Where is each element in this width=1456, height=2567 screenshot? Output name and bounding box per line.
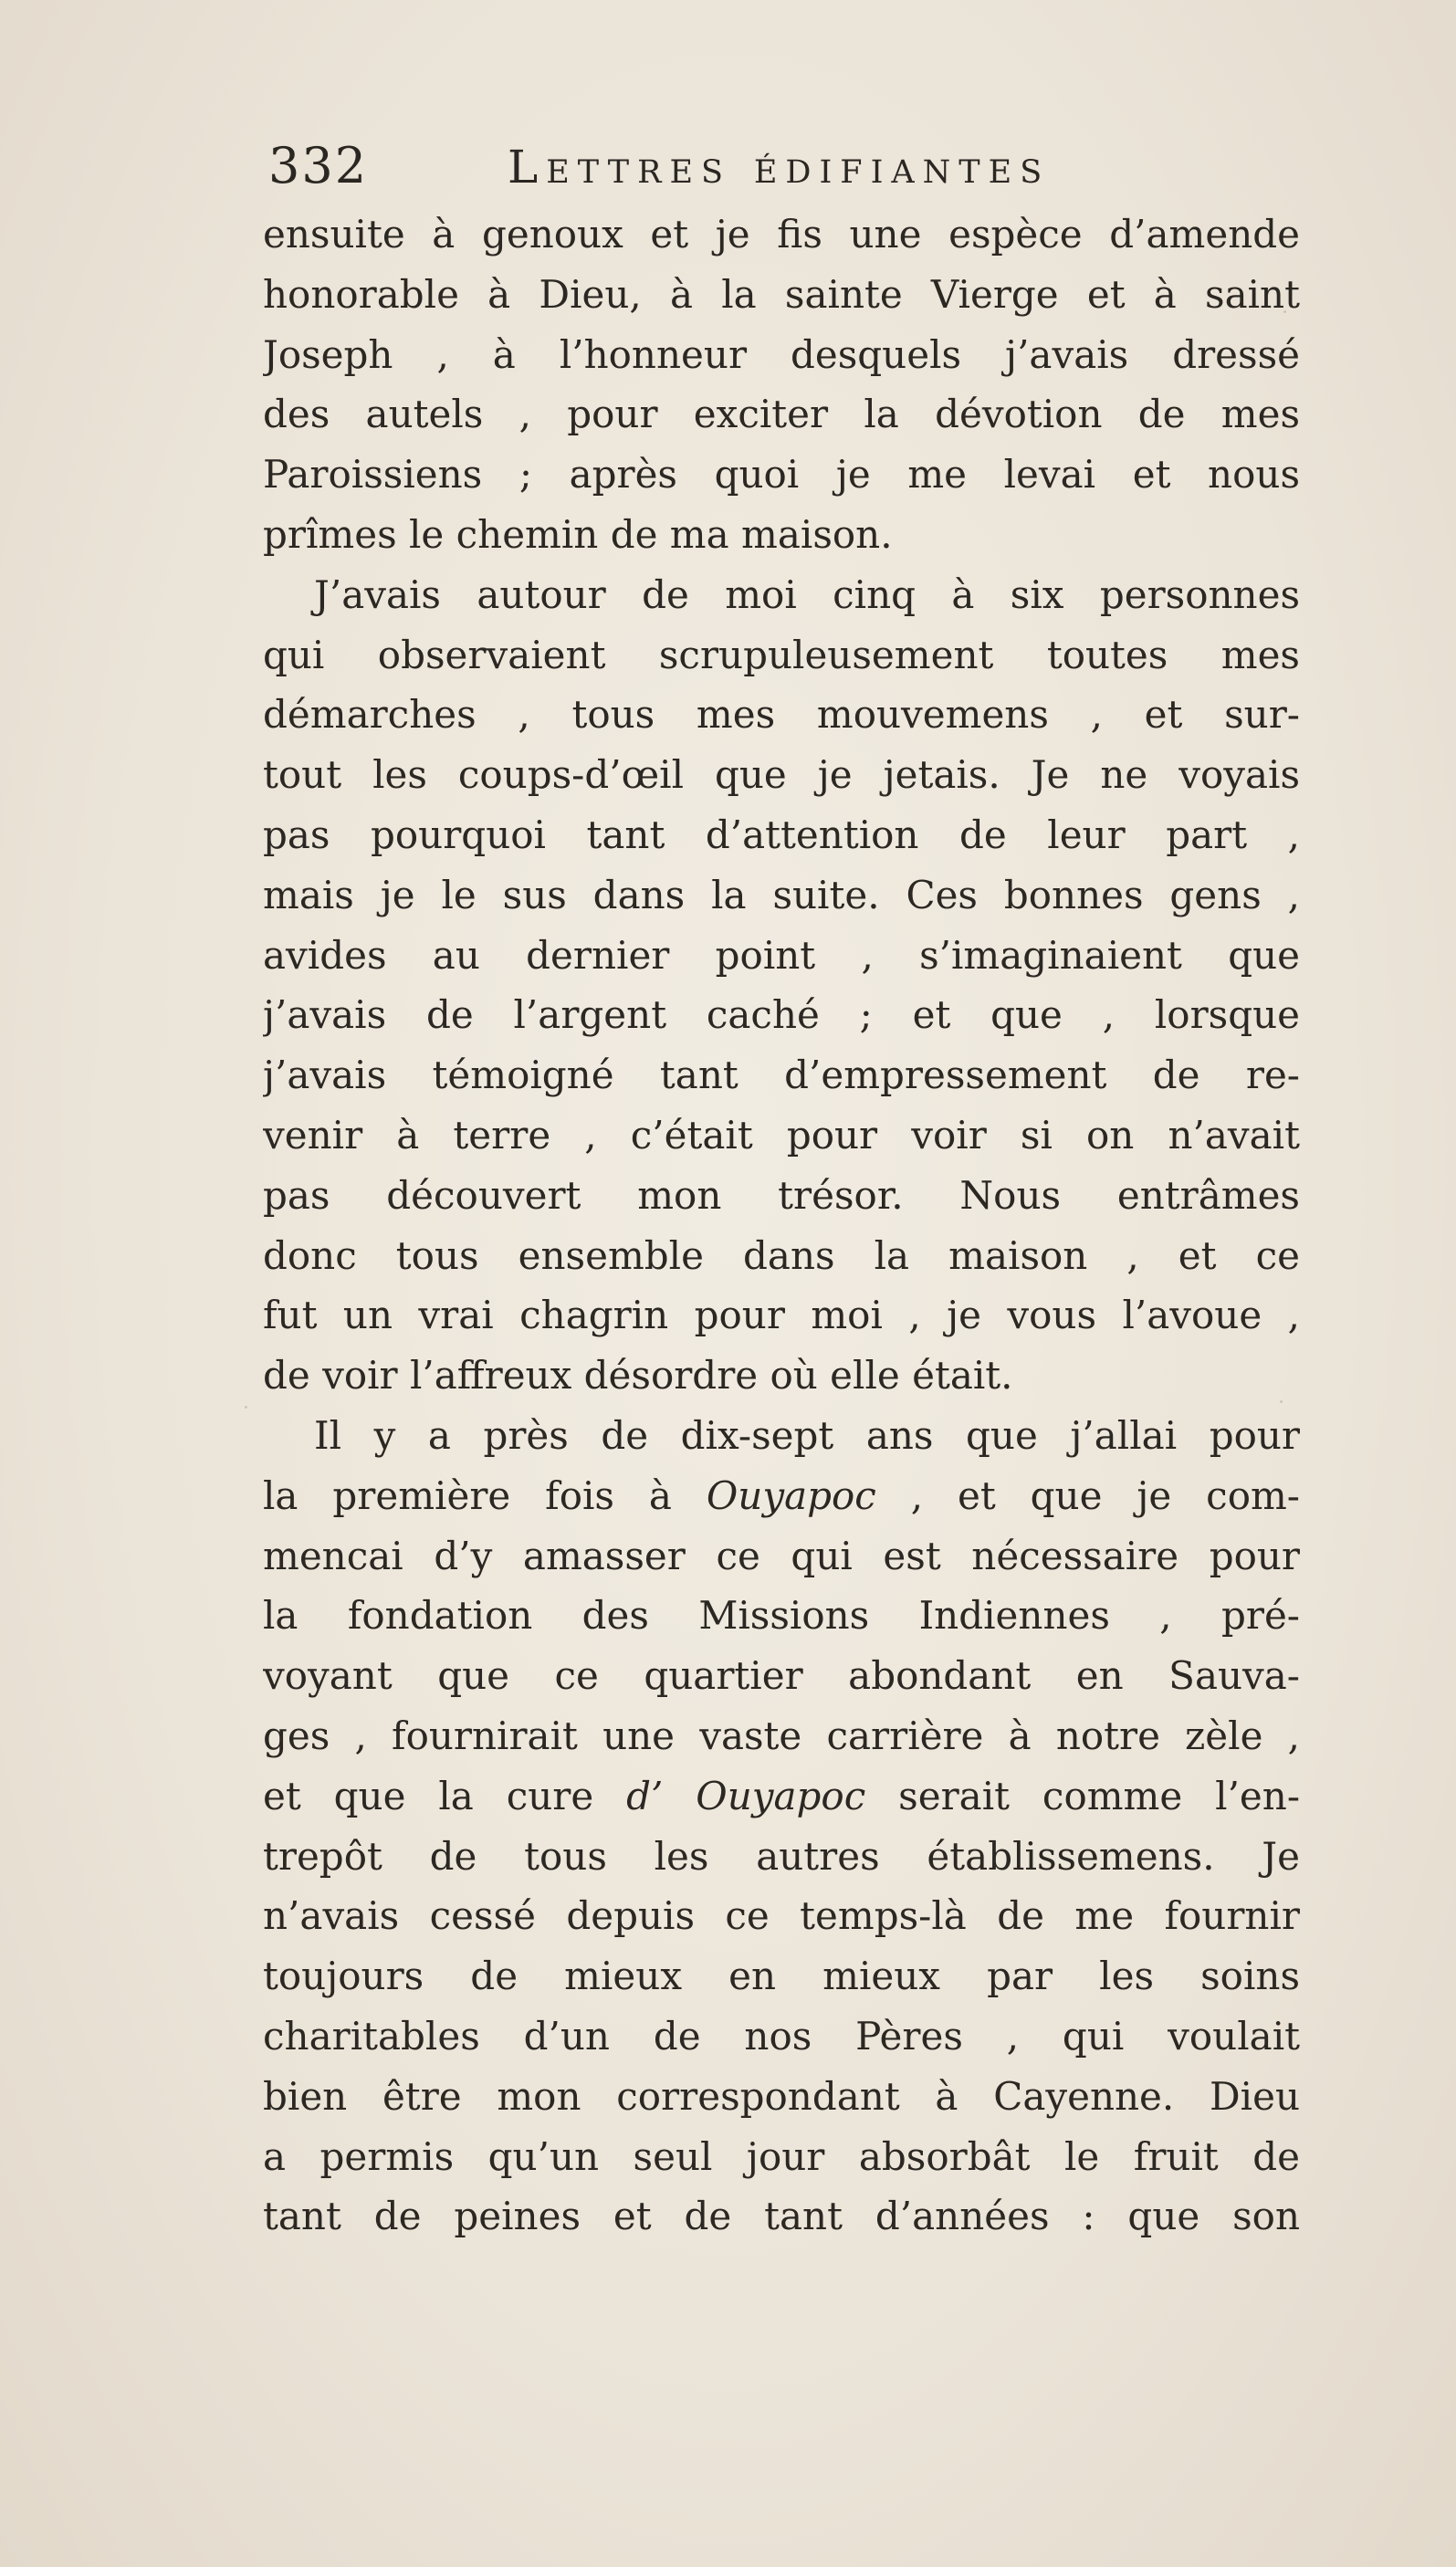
text-line: venir à terre , c’était pour voir si on n’avait: [263, 1112, 1300, 1158]
place-name-italic: Ouyapoc: [706, 1472, 876, 1518]
body-text: [263, 204, 1300, 2247]
text-line: bien être mon correspondant à Cayenne. Dieu: [263, 2073, 1300, 2119]
text-line: tant de peines et de tant d’années : que son: [263, 2194, 1300, 2239]
text-line: avides au dernier point , s’imaginaient que: [263, 932, 1300, 978]
text-line: des autels , pour exciter la dévotion de mes: [263, 392, 1300, 437]
text-line: [263, 1466, 1300, 1526]
text-fragment: serait comme l’en-: [898, 1773, 1300, 1818]
text-line: tout les coups-d’œil que je jetais. Je ne voyais: [263, 752, 1300, 798]
text-line: voyant que ce quartier abondant en Sauva-: [263, 1653, 1300, 1699]
text-line: toujours de mieux en mieux par les soins: [263, 1954, 1300, 1999]
text-line: de voir l’affreux désordre où elle était.: [263, 1353, 1013, 1399]
text-line: qui observaient scrupuleusement toutes mes: [263, 632, 1300, 677]
text-line: n’avais cessé depuis ce temps-là de me fournir: [263, 1893, 1300, 1939]
text-line: Il y a près de dix-sept ans que j’allai pour: [314, 1412, 1300, 1458]
text-line: pas découvert mon trésor. Nous entrâmes: [263, 1172, 1300, 1218]
text-line: j’avais témoigné tant d’empressement de re-: [263, 1053, 1300, 1098]
running-head: Lettres édifiantes: [508, 141, 1051, 194]
text-line: Joseph , à l’honneur desquels j’avais dressé: [263, 331, 1300, 377]
text-line: charitables d’un de nos Pères , qui voulait: [263, 2013, 1300, 2059]
text-line: donc tous ensemble dans la maison , et ce: [263, 1232, 1300, 1278]
text-line: trepôt de tous les autres établissemens. Je: [263, 1833, 1300, 1879]
text-line: ensuite à genoux et je fis une espèce d’amende: [263, 212, 1300, 257]
text-line: a permis qu’un seul jour absorbât le fruit de: [263, 2133, 1300, 2179]
page-header: [268, 137, 1300, 201]
text-line: mencai d’y amasser ce qui est nécessaire pour: [263, 1533, 1300, 1578]
text-line: pas pourquoi tant d’attention de leur part ,: [263, 812, 1300, 857]
text-fragment: , et que je com-: [910, 1472, 1300, 1518]
text-fragment: la première fois à: [263, 1472, 672, 1518]
paper-speck: [245, 1406, 247, 1409]
text-line: ges , fournirait une vaste carrière à notre zèle ,: [263, 1713, 1300, 1758]
text-line: Paroissiens ; après quoi je me levai et nous: [263, 452, 1300, 498]
text-line: [263, 1766, 1300, 1827]
text-line: J’avais autour de moi cinq à six personnes: [314, 571, 1300, 617]
place-name-italic: d’ Ouyapoc: [626, 1773, 866, 1818]
text-line: fut un vrai chagrin pour moi , je vous l’avoue ,: [263, 1293, 1300, 1338]
text-line: prîmes le chemin de ma maison.: [263, 511, 893, 557]
text-line: démarches , tous mes mouvemens , et sur-: [263, 692, 1300, 738]
text-line: mais je le sus dans la suite. Ces bonnes gens ,: [263, 872, 1300, 917]
text-line: j’avais de l’argent caché ; et que , lorsque: [263, 992, 1300, 1038]
page-number: 332: [268, 137, 369, 194]
text-fragment: et que la cure: [263, 1773, 594, 1818]
text-line: honorable à Dieu, à la sainte Vierge et à saint: [263, 271, 1300, 317]
text-line: la fondation des Missions Indiennes , pré-: [263, 1593, 1300, 1639]
